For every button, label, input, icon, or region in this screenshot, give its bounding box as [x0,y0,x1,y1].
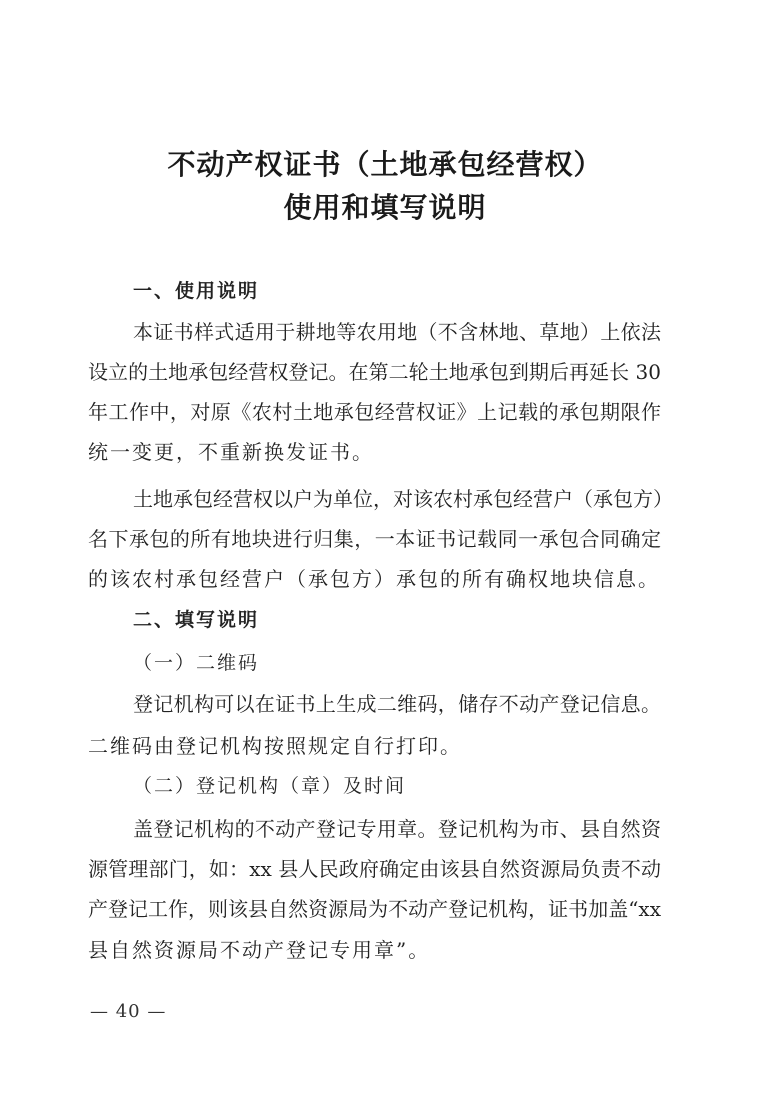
paragraph-line: 登记机构可以在证书上生成二维码，储存不动产登记信息。 [133,692,661,716]
paragraph-line: 设立的土地承包经营权登记。在第二轮土地承包到期后再延长 30 [88,360,661,384]
section-heading-filling: 二、填写说明 [133,609,260,631]
paragraph-line: 年工作中，对原《农村土地承包经营权证》上记载的承包期限作 [88,400,661,424]
page-number: — 40 — [90,1001,167,1022]
paragraph-line: 统一变更，不重新换发证书。 [88,440,374,464]
paragraph-line: 名下承包的所有地块进行归集，一本证书记载同一承包合同确定 [88,527,661,551]
paragraph-line: 盖登记机构的不动产登记专用章。登记机构为市、县自然资 [133,817,661,841]
document-title-line-2: 使用和填写说明 [283,191,487,224]
section-heading-usage: 一、使用说明 [133,280,260,302]
paragraph-line: 二维码由登记机构按照规定自行打印。 [88,734,462,758]
subsection-heading-qr-code: （一）二维码 [133,652,260,674]
paragraph-line: 产登记工作，则该县自然资源局为不动产登记机构，证书加盖“xx [88,897,661,921]
paragraph-line: 本证书样式适用于耕地等农用地（不含林地、草地）上依法 [133,320,661,344]
paragraph-line: 土地承包经营权以户为单位，对该农村承包经营户（承包方） [133,487,673,511]
paragraph-line: 县自然资源局不动产登记专用章”。 [88,938,431,962]
subsection-heading-registration-agency: （二）登记机构（章）及时间 [133,775,407,797]
paragraph-line: 的该农村承包经营户（承包方）承包的所有确权地块信息。 [88,567,660,591]
paragraph-line: 源管理部门，如：xx 县人民政府确定由该县自然资源局负责不动 [88,857,661,881]
document-title-line-1: 不动产权证书（土地承包经营权） [167,148,603,181]
